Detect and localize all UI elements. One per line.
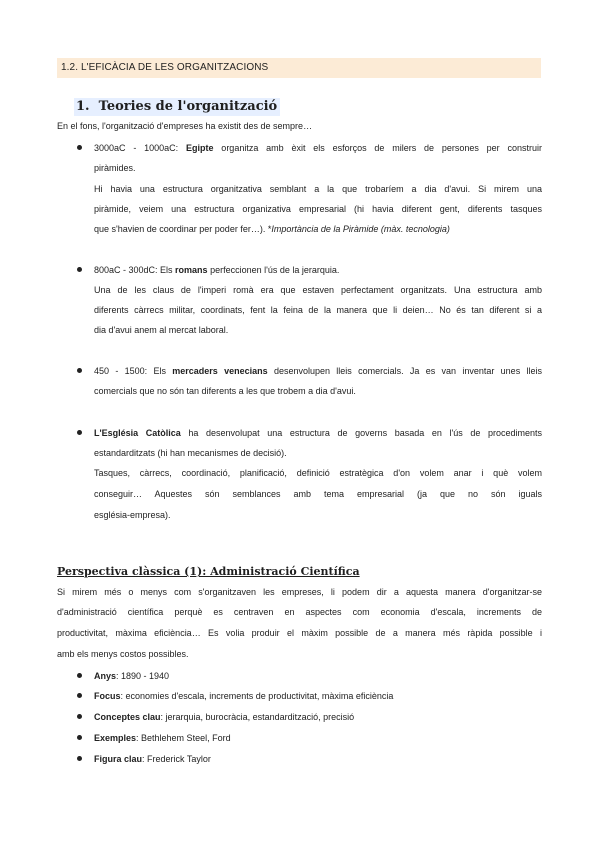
bullet-egipte-line2: piràmides.: [94, 163, 136, 173]
attribute-anys: Anys: 1890 - 1940: [94, 671, 170, 681]
bullet-esglesia-line1: L'Església Catòlica ha desenvolupat una estructura de governs basada en l'ús de procediments: [94, 428, 542, 438]
bullet-dot: [77, 693, 82, 698]
bullet-romans-p2-line3: dia d'avui anem al mercat laboral.: [94, 325, 229, 335]
bullet-romans-line1: 800aC - 300dC: Els romans perfeccionen l'ús de la jerarquia.: [94, 265, 340, 275]
bullet-egipte-p2-line3: que s'havien de coordinar per poder fer…). *Importància de la Piràmide (màx. tecnologia): [94, 224, 450, 234]
heading-number: 1.: [76, 99, 90, 114]
paragraph-line: Si mirem més o menys com s'organitzaven les empreses, li podem dir a aquesta manera d'organitzar-se: [57, 587, 542, 597]
bullet-dot: [77, 673, 82, 678]
paragraph-line: d'administració científica perquè es centraven en aspectes com economia d'escala, increments de: [57, 607, 542, 617]
bullet-esglesia-line2: estandarditzats (hi han mecanismes de decisió).: [94, 448, 287, 458]
section-header: 1.2. L'EFICÀCIA DE LES ORGANITZACIONS: [57, 58, 541, 78]
bullet-romans-p2-line1: Una de les claus de l'imperi romà era que estaven perfectament organitzats. Una estructura amb: [94, 285, 542, 295]
bullet-dot: [77, 267, 82, 272]
attribute-exemples: Exemples: Bethlehem Steel, Ford: [94, 733, 231, 743]
bullet-esglesia-p2-line3: església-empresa).: [94, 510, 171, 520]
bullet-romans-p2-line2: diferents càrrecs militar, coordinats, fent la feina de la manera que li deien… No és tan diferent si a: [94, 305, 542, 315]
bullet-egipte-p2-line2: piràmide, veiem una estructura organizativa empresarial (hi havia diferent gent, diferents tasques: [94, 204, 542, 214]
bullet-egipte-line1: 3000aC - 1000aC: Egipte organitza amb èxit els esforços de milers de persones per construir: [94, 143, 542, 153]
heading-teories: [74, 98, 280, 116]
bullet-esglesia-p2-line2: conseguir… Aquestes són semblances amb tema empresarial (ja que no són iguals: [94, 489, 542, 499]
bullet-esglesia-p2-line1: Tasques, càrrecs, coordinació, planificació, definició estratègica d'on volem anar i què volem: [94, 468, 542, 478]
bullet-egipte-p2-line1: Hi havia una estructura organitzativa semblant a la que trobaríem a dia d'avui. Si mirem una: [94, 184, 542, 194]
bullet-venecians-line2: comercials que no són tan diferents a les que trobem a dia d'avui.: [94, 386, 356, 396]
bullet-dot: [77, 756, 82, 761]
attribute-conceptes: Conceptes clau: jerarquia, burocràcia, estandardització, precisió: [94, 712, 355, 722]
paragraph-line: productivitat, màxima eficiència… Es volia produir el màxim possible de a manera més ràpida possible i: [57, 628, 542, 638]
bullet-dot: [77, 368, 82, 373]
bullet-dot: [77, 735, 82, 740]
heading-perspectiva-classica: Perspectiva clàssica (1): Administració Científica: [57, 565, 360, 578]
bullet-dot: [77, 145, 82, 150]
intro-text: En el fons, l'organització d'empreses ha existit des de sempre…: [57, 121, 313, 131]
bullet-dot: [77, 714, 82, 719]
attribute-focus: Focus: economies d'escala, increments de productivitat, màxima eficiència: [94, 691, 394, 701]
bullet-venecians-line1: 450 - 1500: Els mercaders venecians desenvolupen lleis comercials. Ja es van inventar unes lleis: [94, 366, 542, 376]
heading-title: Teories de l'organització: [98, 99, 278, 114]
attribute-figura: Figura clau: Frederick Taylor: [94, 754, 211, 764]
paragraph-line: amb els menys costos possibles.: [57, 649, 189, 659]
bullet-dot: [77, 430, 82, 435]
